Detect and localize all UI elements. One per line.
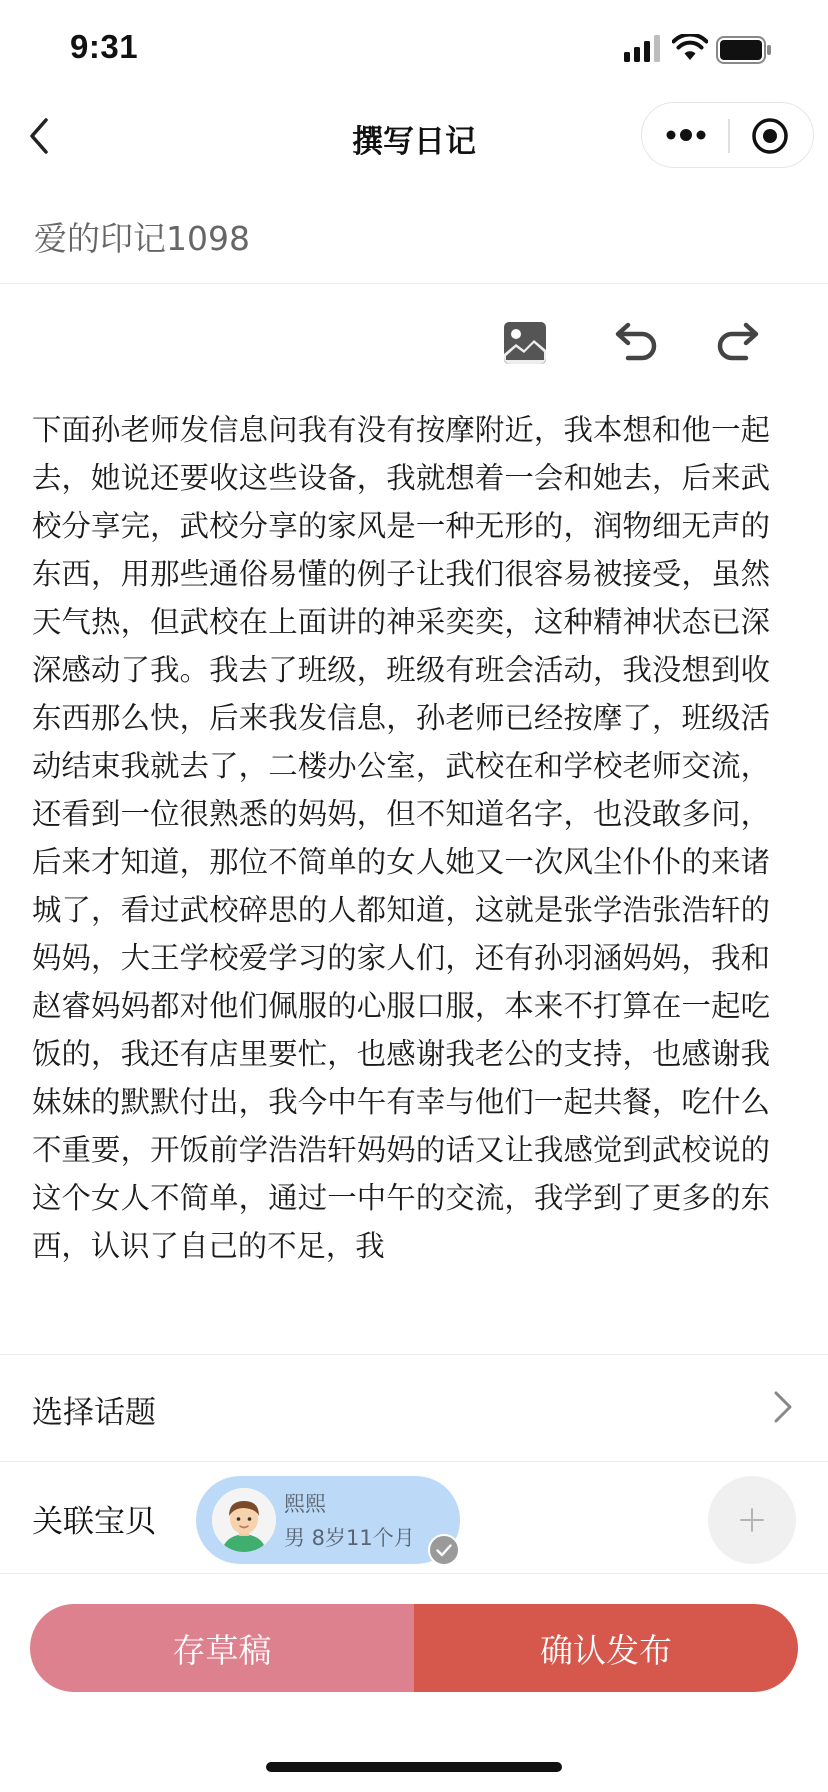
capsule-divider [728, 119, 730, 153]
home-indicator[interactable] [266, 1762, 562, 1772]
linked-baby-row [0, 1462, 828, 1574]
select-topic-row[interactable] [0, 1354, 828, 1462]
wifi-icon [672, 34, 708, 62]
linked-baby-label: 关联宝贝 [32, 1504, 156, 1540]
baby-name: 熙熙 [284, 1492, 326, 1516]
avatar [212, 1488, 276, 1552]
save-draft-button[interactable]: 存草稿 [30, 1604, 414, 1692]
target-icon[interactable] [750, 116, 790, 156]
nav-bar [0, 100, 828, 176]
redo-icon[interactable] [714, 318, 766, 370]
status-icons [624, 34, 794, 66]
more-icon[interactable] [664, 123, 708, 147]
status-time: 9:31 [70, 28, 139, 65]
action-bar [30, 1604, 798, 1692]
diary-title-input[interactable] [32, 206, 796, 266]
undo-icon[interactable] [608, 318, 660, 370]
baby-chip[interactable] [196, 1476, 460, 1564]
signal-icon [624, 34, 662, 62]
page-title: 撰写日记 [352, 124, 476, 160]
plus-icon [738, 1506, 766, 1534]
mini-program-capsule [641, 102, 814, 168]
publish-button[interactable]: 确认发布 [414, 1604, 798, 1692]
editor-toolbar [0, 316, 828, 376]
add-baby-button[interactable] [708, 1476, 796, 1564]
battery-icon [716, 36, 772, 64]
diary-body-editor[interactable]: 下面孙老师发信息问我有没有按摩附近，我本想和他一起去，她说还要收这些设备，我就想着一会和她去，后来武校分享完，武校分享的家风是一种无形的，润物细无声的东西，用那些通俗易懂的例子让我们很容易被接受，虽然天气热，但武校在上面讲的神采奕奕，这种精神状态已深深感动了我。我去了班级，班级有班会活动，我没想到收东西那么快，后来我发信息，孙老师已经按摩了，班级活动结束我就去了，二楼办公室，武校在和学校老师交流，还看到一位很熟悉的妈妈，但不知道名字，也没敢多问，后来才知道，那位不简单的女人她又一次风尘仆仆的来诸城了，看过武校碎思的人都知道，这就是张学浩张浩轩的妈妈，大王学校爱学习的家人们，还有孙羽涵妈妈，我和赵睿妈妈都对他们佩服的心服口服，本来不打算在一起吃饭的，我还有店里要忙，也感谢我老公的支持，也感谢我妹妹的默默付出，我今中午有幸与他们一起共餐，吃什么不重要，开饭前学浩浩轩妈妈的话又让我感觉到武校说的这个女人不简单，通过一中午的交流，我学到了更多的东西，认识了自己的不足，我 [32, 413, 770, 1263]
check-icon [428, 1534, 460, 1566]
image-icon[interactable] [502, 320, 548, 366]
chevron-right-icon [772, 1389, 794, 1425]
boy-avatar-icon [212, 1488, 276, 1552]
status-bar [0, 0, 828, 100]
diary-title-row [0, 200, 828, 284]
baby-info: 男 8岁11个月 [284, 1526, 415, 1550]
topic-label: 选择话题 [32, 1395, 156, 1431]
